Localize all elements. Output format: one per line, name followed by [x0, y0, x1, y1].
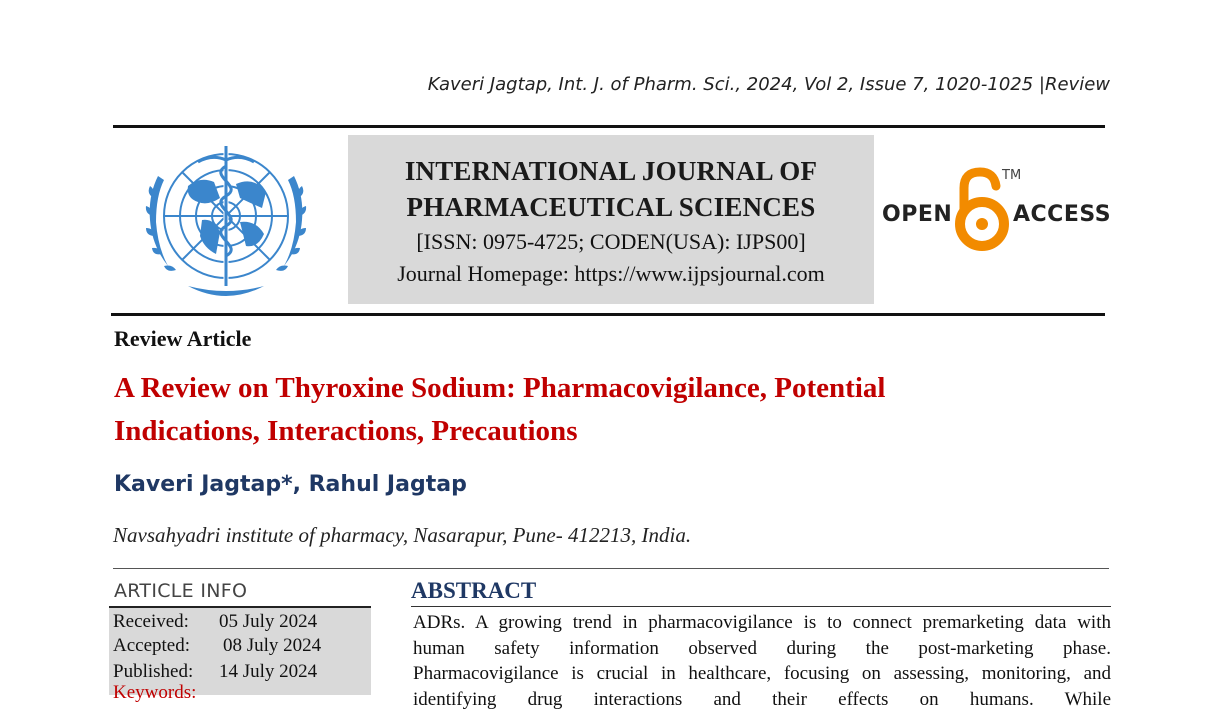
abstract-heading: ABSTRACT	[411, 578, 537, 603]
keywords-label-clipped	[113, 682, 197, 703]
published-label: Published:	[113, 661, 194, 682]
received-label: Received:	[113, 611, 189, 632]
journal-title-line-1: INTERNATIONAL JOURNAL OF	[404, 156, 818, 186]
trademark-label: TM	[1002, 168, 1022, 183]
who-emblem-logo	[128, 136, 324, 306]
abstract-line: identifying drug interactions and their effects on humans. While	[413, 688, 1111, 710]
received-row	[113, 611, 318, 633]
article-title-line-2: Indications, Interactions, Precautions	[114, 415, 578, 447]
article-title-line-1: A Review on Thyroxine Sodium: Pharmacovigilance, Potential	[114, 372, 886, 404]
journal-homepage: Journal Homepage: https://www.ijpsjournal.com	[397, 261, 825, 286]
running-head: Kaveri Jagtap, Int. J. of Pharm. Sci., 2024, Vol 2, Issue 7, 1020-1025 |Review	[427, 74, 1110, 95]
abstract-line: ADRs. A growing trend in pharmacovigilance is to connect premarketing data with	[413, 612, 1111, 633]
received-date: 05 July 2024	[219, 611, 318, 632]
abstract-line: Pharmacovigilance is crucial in healthcare, focusing on assessing, monitoring, and	[413, 663, 1111, 684]
open-access-logo	[880, 160, 1110, 255]
published-date: 14 July 2024	[219, 661, 318, 682]
open-access-right-text: ACCESS	[1013, 202, 1112, 227]
accepted-label: Accepted:	[113, 635, 191, 656]
journal-title-line-2: PHARMACEUTICAL SCIENCES	[406, 192, 816, 222]
author-affiliation: Navsahyadri institute of pharmacy, Nasarapur, Pune- 412213, India.	[113, 523, 692, 547]
abstract-body	[413, 610, 1111, 710]
article-info-heading: ARTICLE INFO	[114, 580, 248, 602]
abstract-line: human safety information observed during the post-marketing phase.	[413, 637, 1111, 659]
article-info-box	[109, 608, 371, 703]
section-divider	[113, 568, 1109, 569]
article-authors: Kaveri Jagtap*, Rahul Jagtap	[114, 472, 467, 497]
published-row	[113, 661, 318, 683]
accepted-row	[113, 635, 322, 657]
journal-issn: [ISSN: 0975-4725; CODEN(USA): IJPS00]	[416, 229, 806, 254]
header-bottom-rule	[111, 313, 1105, 316]
header-rule	[113, 125, 1105, 128]
open-access-left-text: OPEN	[882, 202, 953, 227]
keywords-label: Keywords:	[113, 682, 197, 703]
article-title	[114, 367, 1014, 453]
journal-title-box	[348, 135, 874, 304]
article-type: Review Article	[114, 326, 252, 351]
accepted-date: 08 July 2024	[223, 635, 322, 656]
abstract-rule	[411, 606, 1111, 607]
